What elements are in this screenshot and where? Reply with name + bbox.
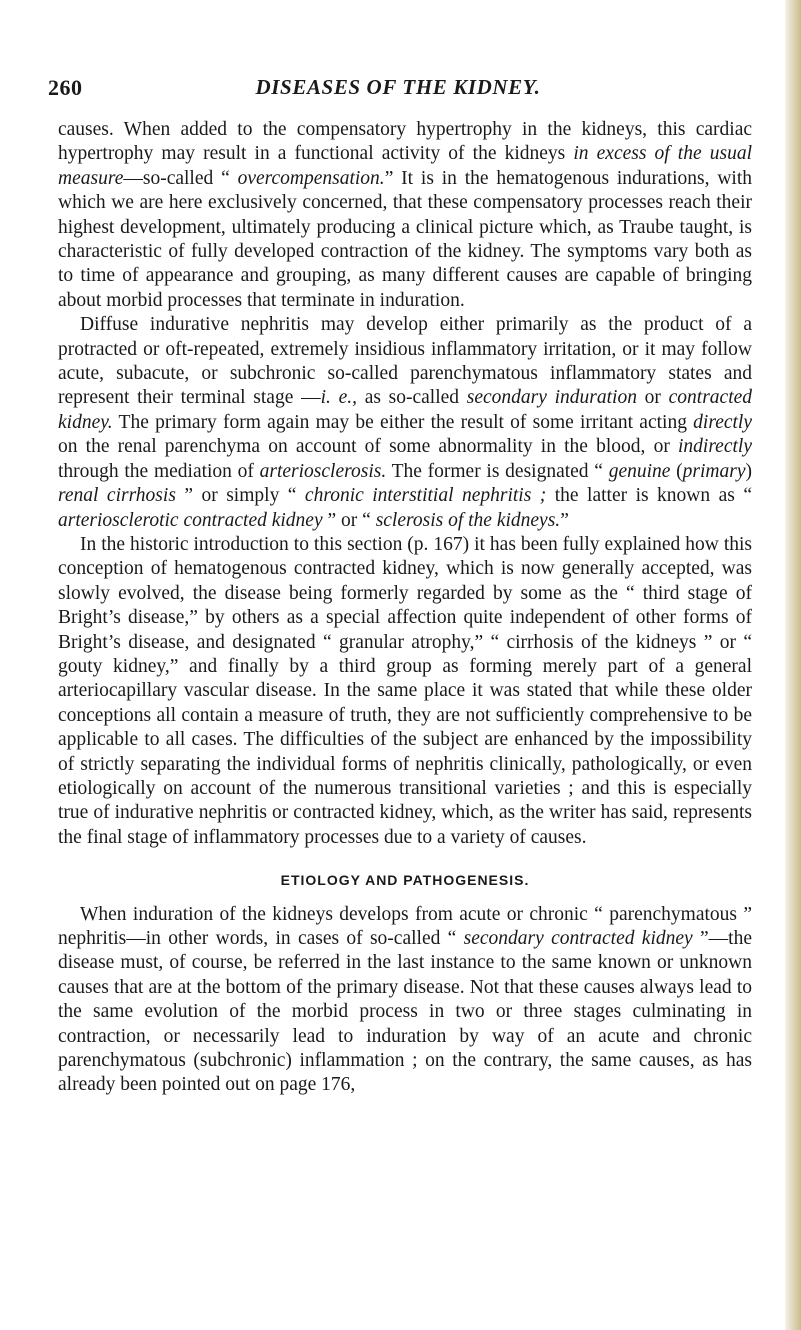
text-run: The primary form again may be either the result of some irritant acting [112, 411, 694, 433]
text-run: ”—the disease must, of course, be referred in the last instance to the same known or unknown causes that are at the bottom of the primary disease. Not that these causes always lead to the same evolution of the morbid process in two or three stages culminating in contraction, or necessarily lead to induration by way of an acute and chronic parenchymatous (subchronic) inflammation ; on the contrary, the same causes, as has already been pointed out on page 176, [58, 928, 752, 1096]
text-run: When induration of the kidneys develops from acute or chronic “ parenchymatous ” nephritis—in other words, in cases of so-called “ [58, 903, 752, 949]
paragraph [58, 903, 752, 1098]
running-head: DISEASES OF THE KIDNEY. [255, 75, 541, 99]
text-run: The former is designated “ [386, 460, 609, 482]
text-run: Diffuse indurative nephritis may develop either primarily as the product of a protracted or oft-repeated, extremely insidious inflammatory irritation, or it may follow acute, subacute, or subchronic so-called parenchymatous inflammatory states and represent their terminal stage — [58, 314, 752, 409]
text-run: ” or simply “ [175, 485, 305, 507]
body-text [58, 118, 752, 1098]
italic-run: renal cirrhosis [58, 485, 176, 507]
page-edge [785, 0, 801, 1330]
text-run: ” or “ [322, 509, 376, 531]
italic-run: arteriosclerosis. [259, 460, 387, 482]
paragraph [58, 313, 752, 533]
text-run: ( [670, 460, 683, 482]
italic-run: secondary induration [466, 387, 637, 409]
text-run: In the historic introduction to this section (p. 167) it has been fully explained how this conception of hematogenous contracted kidney, which is now generally accepted, was slowly evolved, the disease being formerly regarded by some as the “ third stage of Bright’s disease,” by others as a special affection quite independent of other forms of Bright’s disease, and designated “ granular atrophy,” “ cirrhosis of the kidneys ” or “ gouty kidney,” and finally by a third group as forming merely part of a general arteriocapillary vascular disease. In the same place it was stated that while these older conceptions all contain a measure of truth, they are not sufficiently comprehensive to be applicable to all cases. The difficulties of the subject are enhanced by the impossibility of strictly separating the individual forms of nephritis clinically, pathologically, or even etiologically on account of the numerous transitional varieties ; and this is especially true of indurative nephritis or contracted kidney, which, as the writer has said, represents the final stage of inflammatory processes due to a variety of causes. [58, 533, 752, 848]
text-run: ” [560, 509, 569, 531]
italic-run: arteriosclerotic contracted kidney [58, 509, 323, 531]
text-run: the latter is known as “ [546, 485, 752, 507]
italic-run: chronic interstitial nephritis ; [304, 485, 547, 507]
italic-run: sclerosis of the kidneys. [375, 509, 561, 531]
text-run: ) [745, 460, 752, 482]
italic-run: genuine [608, 460, 671, 482]
italic-run: overcompensation. [237, 167, 385, 189]
text-run: —so-called “ [123, 167, 238, 189]
page-number: 260 [48, 75, 83, 100]
text-run: through the mediation of [58, 460, 260, 482]
italic-run: indirectly [677, 436, 752, 458]
text-run: as so-called [357, 387, 467, 409]
italic-run: secondary contracted kidney [463, 928, 693, 949]
italic-run: in excess of the usual measure [58, 143, 752, 189]
text-run: on the renal parenchyma on account of some abnormality in the blood, or [58, 436, 678, 458]
italic-run: directly [693, 411, 752, 433]
page-header [48, 75, 748, 103]
italic-run: contracted kidney. [58, 387, 753, 433]
text-run: ” It is in the hematogenous indurations, with which we are here exclusively concerned, that these compensatory processes reach their highest development, ultimately producing a clinical picture which, as Traube taught, is characteristic of fully developed contraction of the kidney. The symptoms vary both as to time of appearance and grouping, as many different causes are capable of bringing about morbid processes that terminate in induration. [58, 167, 752, 311]
italic-run: primary [682, 460, 746, 482]
paragraph [58, 118, 752, 313]
text-run: causes. When added to the compensatory hypertrophy in the kidneys, this cardiac hypertrophy may result in a functional activity of the kidneys [58, 119, 752, 165]
text-run: or [636, 387, 669, 409]
section-heading: ETIOLOGY AND PATHOGENESIS. [280, 872, 530, 889]
paragraph [58, 533, 752, 850]
italic-run: i. e., [320, 387, 357, 409]
